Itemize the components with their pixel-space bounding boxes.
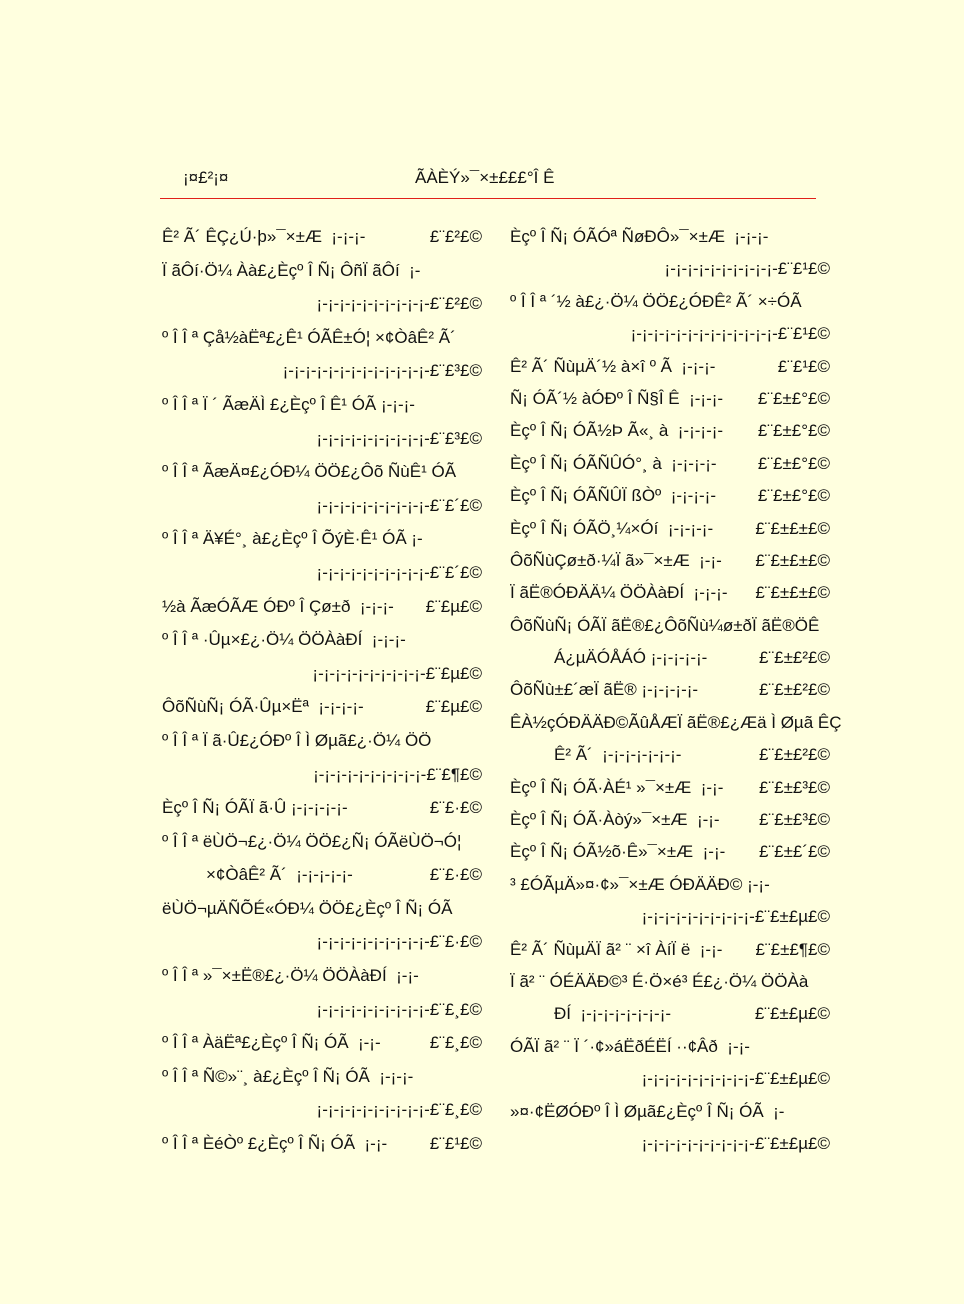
toc-entry-text: º Î Î ª »¯×±Ë®£¿·Ö¼ ÖÖÀàÐÍ ¡-¡- — [162, 966, 419, 986]
toc-entry-text: Èçº Î Ñ¡ ÓÃÑÛÏ ßÒº ¡-¡-¡-¡- — [510, 486, 716, 506]
toc-page-number: £¨£±£°£© — [757, 388, 830, 408]
toc-entry-text: º Î Î ª Ñ©»¨¸ à£¿Èçº Î Ñ¡ ÓÃ ¡-¡-¡- — [162, 1066, 414, 1086]
toc-entry — [510, 484, 830, 508]
toc-entry — [162, 628, 482, 652]
toc-entry — [510, 711, 842, 735]
toc-entry — [510, 905, 830, 929]
toc-entry — [162, 662, 482, 686]
toc-page-number: £¨£±£°£© — [757, 421, 830, 441]
toc-entry-text: Èçº Î Ñ¡ ÓÃÓª ÑøÐÔ»¯×±Æ ¡-¡-¡- — [510, 227, 769, 246]
toc-entry — [162, 796, 482, 820]
toc-entry-text: º Î Î ª Ä¥É°¸ à£¿Èçº Î ÕýÈ·Ê¹ ÓÃ ¡- — [162, 529, 423, 549]
toc-entry — [510, 549, 830, 573]
toc-entry-text: Èçº Î Ñ¡ ÓÃÑÛÓ°¸ à ¡-¡-¡-¡- — [510, 453, 717, 473]
toc-entry-text: Ê² Ã´ ÑùµÄ´½ à×î º Ã ¡-¡-¡- — [510, 356, 716, 376]
toc-entry-text: Ï ã² ¨ ÓÉÄÄÐ©³ É·Ö×é³ É£¿·Ö¼ ÖÖÀà — [510, 971, 809, 991]
toc-entry-text: ¡-¡-¡-¡-¡-¡-¡-¡-¡-¡- — [664, 259, 778, 279]
toc-entry-text: Á¿µÄÓÅÁÓ ¡-¡-¡-¡-¡- — [554, 648, 708, 668]
toc-entry — [510, 808, 830, 832]
toc-entry — [510, 1002, 830, 1026]
toc-page-number: £¨£´£© — [429, 562, 482, 582]
toc-page-number: £¨£¹£© — [777, 356, 830, 376]
toc-entry-text: º Î Î ª ´½ à£¿·Ö¼ ÖÖ£¿ÓÐÊ² Ã´ ×÷ÓÃ — [510, 291, 802, 311]
toc-entry — [510, 776, 830, 800]
toc-page-number: £¨£¹£© — [777, 324, 830, 344]
toc-entry — [162, 527, 482, 551]
toc-entry-text: ÊÀ½çÓÐÄÄÐ©ÃûÅÆÏ ãË®£¿Æä Ì Øµã ÊÇ — [510, 712, 842, 732]
toc-entry — [162, 998, 482, 1022]
toc-page-number: £¨£¹£© — [777, 259, 830, 279]
toc-entry-text: Ê² Ã´ ÊÇ¿Ú·þ»¯×±Æ ¡-¡-¡- — [162, 227, 366, 246]
toc-entry — [162, 1098, 482, 1122]
toc-entry-text: Ê² Ã´ ¡-¡-¡-¡-¡-¡-¡- — [554, 745, 682, 765]
toc-entry-text: ³ £ÓÃµÄ»¤·¢»¯×±Æ ÓÐÄÄÐ© ¡-¡- — [510, 874, 770, 894]
toc-entry — [510, 322, 830, 346]
toc-entry — [510, 517, 830, 541]
toc-page-number: £¨£±£´£© — [759, 842, 830, 862]
toc-entry — [510, 225, 830, 249]
toc-page-number: £¨£±£¶£© — [755, 939, 830, 959]
toc-entry — [162, 326, 482, 350]
toc-page-number: £¨£±£°£© — [757, 453, 830, 473]
toc-entry — [510, 452, 830, 476]
toc-entry-text: ¡-¡-¡-¡-¡-¡-¡-¡-¡-¡-¡-¡-¡- — [630, 324, 778, 344]
toc-entry-text: Ï ãÔí·Ö¼ Àà£¿Èçº Î Ñ¡ ÔñÏ ãÔí ¡- — [162, 260, 421, 280]
toc-entry-text: ÔõÑùÇø±ð·¼Ï ã»¯×±Æ ¡-¡- — [510, 550, 722, 570]
toc-entry-text: Èçº Î Ñ¡ ÓÃ·ÀÉ¹ »¯×±Æ ¡-¡- — [510, 777, 724, 797]
toc-page-number: £¨£²£© — [429, 294, 482, 314]
toc-entry — [510, 257, 830, 281]
toc-entry — [162, 393, 482, 417]
toc-entry — [162, 930, 482, 954]
toc-page-number: £¨£±£±£© — [755, 550, 830, 570]
toc-entry-text: ¡-¡-¡-¡-¡-¡-¡-¡-¡-¡- — [316, 294, 430, 314]
toc-entry — [162, 964, 482, 988]
toc-entry — [162, 494, 482, 518]
toc-entry-text: ¡-¡-¡-¡-¡-¡-¡-¡-¡-¡- — [316, 495, 430, 515]
toc-entry — [510, 290, 830, 314]
toc-entry — [510, 1132, 830, 1156]
toc-page-number: £¨£¸£© — [429, 1033, 482, 1053]
toc-entry — [510, 614, 830, 638]
toc-entry-text: º Î Î ª Ï ´ ÃæÄÌ £¿Èçº Î Ê¹ ÓÃ ¡-¡-¡- — [162, 394, 415, 414]
toc-entry-text: Ê² Ã´ ÑùµÄÏ ã² ¨ ×î ÀíÏ ë ¡-¡- — [510, 939, 723, 959]
toc-page-number: £¨£µ£© — [425, 596, 482, 616]
toc-entry — [162, 897, 482, 921]
toc-entry-text: Èçº Î Ñ¡ ÓÃ½õ·Ê»¯×±Æ ¡-¡- — [510, 842, 726, 862]
toc-entry — [162, 595, 482, 619]
toc-page-number: £¨£±£²£© — [759, 648, 830, 668]
toc-entry-text: Èçº Î Ñ¡ ÓÃÖ¸¼×Óí ¡-¡-¡-¡- — [510, 518, 714, 538]
toc-entry — [162, 1132, 482, 1156]
toc-entry-text: ¡-¡-¡-¡-¡-¡-¡-¡-¡-¡- — [316, 932, 430, 952]
toc-entry — [162, 763, 482, 787]
toc-entry — [162, 561, 482, 585]
toc-entry — [510, 646, 830, 670]
toc-page-number: £¨£µ£© — [425, 697, 482, 717]
toc-entry — [162, 359, 482, 383]
toc-entry-text: Ñ¡ ÓÃ´½ àÓÐº Î Ñ§Î Ê ¡-¡-¡- — [510, 388, 724, 408]
toc-page-number: £¨£¶£© — [426, 764, 482, 784]
toc-entry-text: º Î Î ª ÀäËª£¿Èçº Î Ñ¡ ÓÃ ¡-¡- — [162, 1033, 381, 1053]
toc-entry — [162, 427, 482, 451]
toc-entry-text: ½à ÃæÓÃÆ ÓÐº Î Çø±ð ¡-¡-¡- — [162, 596, 394, 616]
toc-entry-text: º Î Î ª Çå½àËª£¿Ê¹ ÓÃÊ±Ó¦ ×¢ÒâÊ² Ã´ — [162, 327, 456, 347]
toc-entry — [162, 259, 482, 283]
toc-entry — [162, 695, 482, 719]
toc-entry-text: Ï ãË®ÓÐÄÄ¼ ÖÖÀàÐÍ ¡-¡-¡- — [510, 583, 728, 603]
toc-entry — [162, 292, 482, 316]
toc-entry — [510, 387, 830, 411]
toc-entry — [510, 970, 830, 994]
toc-entry-text: ¡-¡-¡-¡-¡-¡-¡-¡-¡-¡- — [316, 1100, 430, 1120]
toc-entry-text: ÓÃÏ ã² ¨ Ï ´·¢»áËðÉËÍ ··¢Âð ¡-¡- — [510, 1036, 750, 1056]
toc-entry-text: º Î Î ª ÈéÒº £¿Èçº Î Ñ¡ ÓÃ ¡-¡- — [162, 1134, 388, 1154]
toc-page-number: £¨£²£© — [429, 227, 482, 246]
toc-entry — [510, 1035, 830, 1059]
running-title: ÃÀÈÝ»¯×±£££°Î Ê — [415, 168, 555, 187]
toc-entry-text: »¤·¢ËØÓÐº Î Ì Øµã£¿Èçº Î Ñ¡ ÓÃ ¡- — [510, 1101, 785, 1121]
toc-entry — [162, 460, 482, 484]
page-number-header: ¡¤£²¡¤ — [183, 168, 229, 187]
toc-entry-text: ¡-¡-¡-¡-¡-¡-¡-¡-¡-¡- — [316, 562, 430, 582]
toc-page-number: £¨£³£© — [429, 428, 482, 448]
toc-entry — [510, 743, 830, 767]
toc-right-column — [510, 225, 842, 1164]
toc-entry-text: ÔõÑùÑ¡ ÓÃ·Ûµ×Ëª ¡-¡-¡-¡- — [162, 697, 364, 717]
toc-entry — [510, 581, 830, 605]
toc-entry-text: ¡-¡-¡-¡-¡-¡-¡-¡-¡-¡-¡-¡-¡- — [282, 361, 430, 381]
toc-page-number: £¨£·£© — [429, 798, 482, 818]
toc-page-number: £¨£¸£© — [429, 1100, 482, 1120]
toc-page-number: £¨£±£³£© — [759, 810, 830, 830]
toc-entry — [162, 830, 482, 854]
toc-entry-text: ¡-¡-¡-¡-¡-¡-¡-¡-¡-¡- — [641, 1133, 755, 1153]
toc-page-number: £¨£´£© — [429, 495, 482, 515]
toc-entry — [510, 1100, 830, 1124]
toc-page-number: £¨£±£±£© — [755, 518, 830, 538]
toc-entry — [162, 1065, 482, 1089]
toc-page-number: £¨£±£µ£© — [754, 907, 830, 927]
toc-entry-text: º Î Î ª ÃæÄ¤£¿ÓÐ¼ ÖÖ£¿Ôõ ÑùÊ¹ ÓÃ — [162, 462, 457, 482]
toc-entry — [510, 840, 830, 864]
toc-entry-text: ¡-¡-¡-¡-¡-¡-¡-¡-¡-¡- — [641, 1069, 755, 1089]
toc-page-number: £¨£±£µ£© — [754, 1004, 830, 1024]
toc-left-column — [162, 225, 482, 1166]
toc-entry — [510, 678, 830, 702]
toc-entry-text: º Î Î ª ëÙÖ¬£¿·Ö¼ ÖÖ£¿Ñ¡ ÓÃëÙÖ¬Ó¦ — [162, 831, 462, 851]
toc-entry — [162, 729, 482, 753]
toc-entry-text: ¡-¡-¡-¡-¡-¡-¡-¡-¡-¡- — [313, 764, 427, 784]
toc-entry-text: ¡-¡-¡-¡-¡-¡-¡-¡-¡-¡- — [316, 428, 430, 448]
toc-page-number: £¨£±£³£© — [759, 777, 830, 797]
toc-entry-text: ÐÍ ¡-¡-¡-¡-¡-¡-¡-¡- — [554, 1004, 672, 1024]
toc-entry-text: Èçº Î Ñ¡ ÓÃ·Àòý»¯×±Æ ¡-¡- — [510, 810, 720, 830]
toc-page-number: £¨£±£²£© — [759, 745, 830, 765]
toc-page-number: £¨£±£±£© — [755, 583, 830, 603]
toc-entry-text: ÔõÑù±£´æÏ ãË® ¡-¡-¡-¡-¡- — [510, 680, 699, 700]
toc-entry — [162, 225, 482, 249]
toc-entry-text: ¡-¡-¡-¡-¡-¡-¡-¡-¡-¡- — [641, 907, 755, 927]
toc-entry — [162, 863, 482, 887]
toc-entry-text: º Î Î ª Ï ã·Û£¿ÓÐº Î Ì Øµã£¿·Ö¼ ÖÖ — [162, 730, 432, 750]
toc-entry — [510, 419, 830, 443]
toc-entry-text: Èçº Î Ñ¡ ÓÃÏ ã·Û ¡-¡-¡-¡-¡- — [162, 798, 348, 818]
toc-entry — [510, 873, 830, 897]
toc-entry-text: ¡-¡-¡-¡-¡-¡-¡-¡-¡-¡- — [316, 999, 430, 1019]
toc-page-number: £¨£±£²£© — [759, 680, 830, 700]
toc-entry — [162, 1031, 482, 1055]
header-rule — [160, 198, 816, 199]
toc-page-number: £¨£·£© — [429, 932, 482, 952]
toc-entry-text: ëÙÖ¬µÄÑÕÉ«ÓÐ¼ ÖÖ£¿Èçº Î Ñ¡ ÓÃ — [162, 898, 453, 918]
toc-page-number: £¨£·£© — [429, 865, 482, 885]
toc-page-number: £¨£¹£© — [429, 1134, 482, 1154]
toc-page-number: £¨£µ£© — [425, 663, 482, 683]
toc-entry — [510, 1067, 830, 1091]
toc-page-number: £¨£¸£© — [429, 999, 482, 1019]
toc-entry-text: º Î Î ª ·Ûµ×£¿·Ö¼ ÖÖÀàÐÍ ¡-¡-¡- — [162, 630, 406, 650]
toc-entry-text: ÔõÑùÑ¡ ÓÃÏ ãË®£¿ÔõÑù¼ø±ðÏ ãË®ÖÊ — [510, 615, 820, 635]
toc-entry — [510, 355, 830, 379]
toc-entry-text: ¡-¡-¡-¡-¡-¡-¡-¡-¡-¡- — [312, 663, 426, 683]
toc-page-number: £¨£±£µ£© — [754, 1133, 830, 1153]
toc-entry — [510, 938, 830, 962]
toc-entry-text: ×¢ÒâÊ² Ã´ ¡-¡-¡-¡-¡- — [206, 865, 353, 885]
toc-page-number: £¨£³£© — [429, 361, 482, 381]
toc-entry-text: Èçº Î Ñ¡ ÓÃ½Þ Ã«¸ à ¡-¡-¡-¡- — [510, 421, 724, 441]
toc-page-number: £¨£±£°£© — [757, 486, 830, 506]
toc-page-number: £¨£±£µ£© — [754, 1069, 830, 1089]
